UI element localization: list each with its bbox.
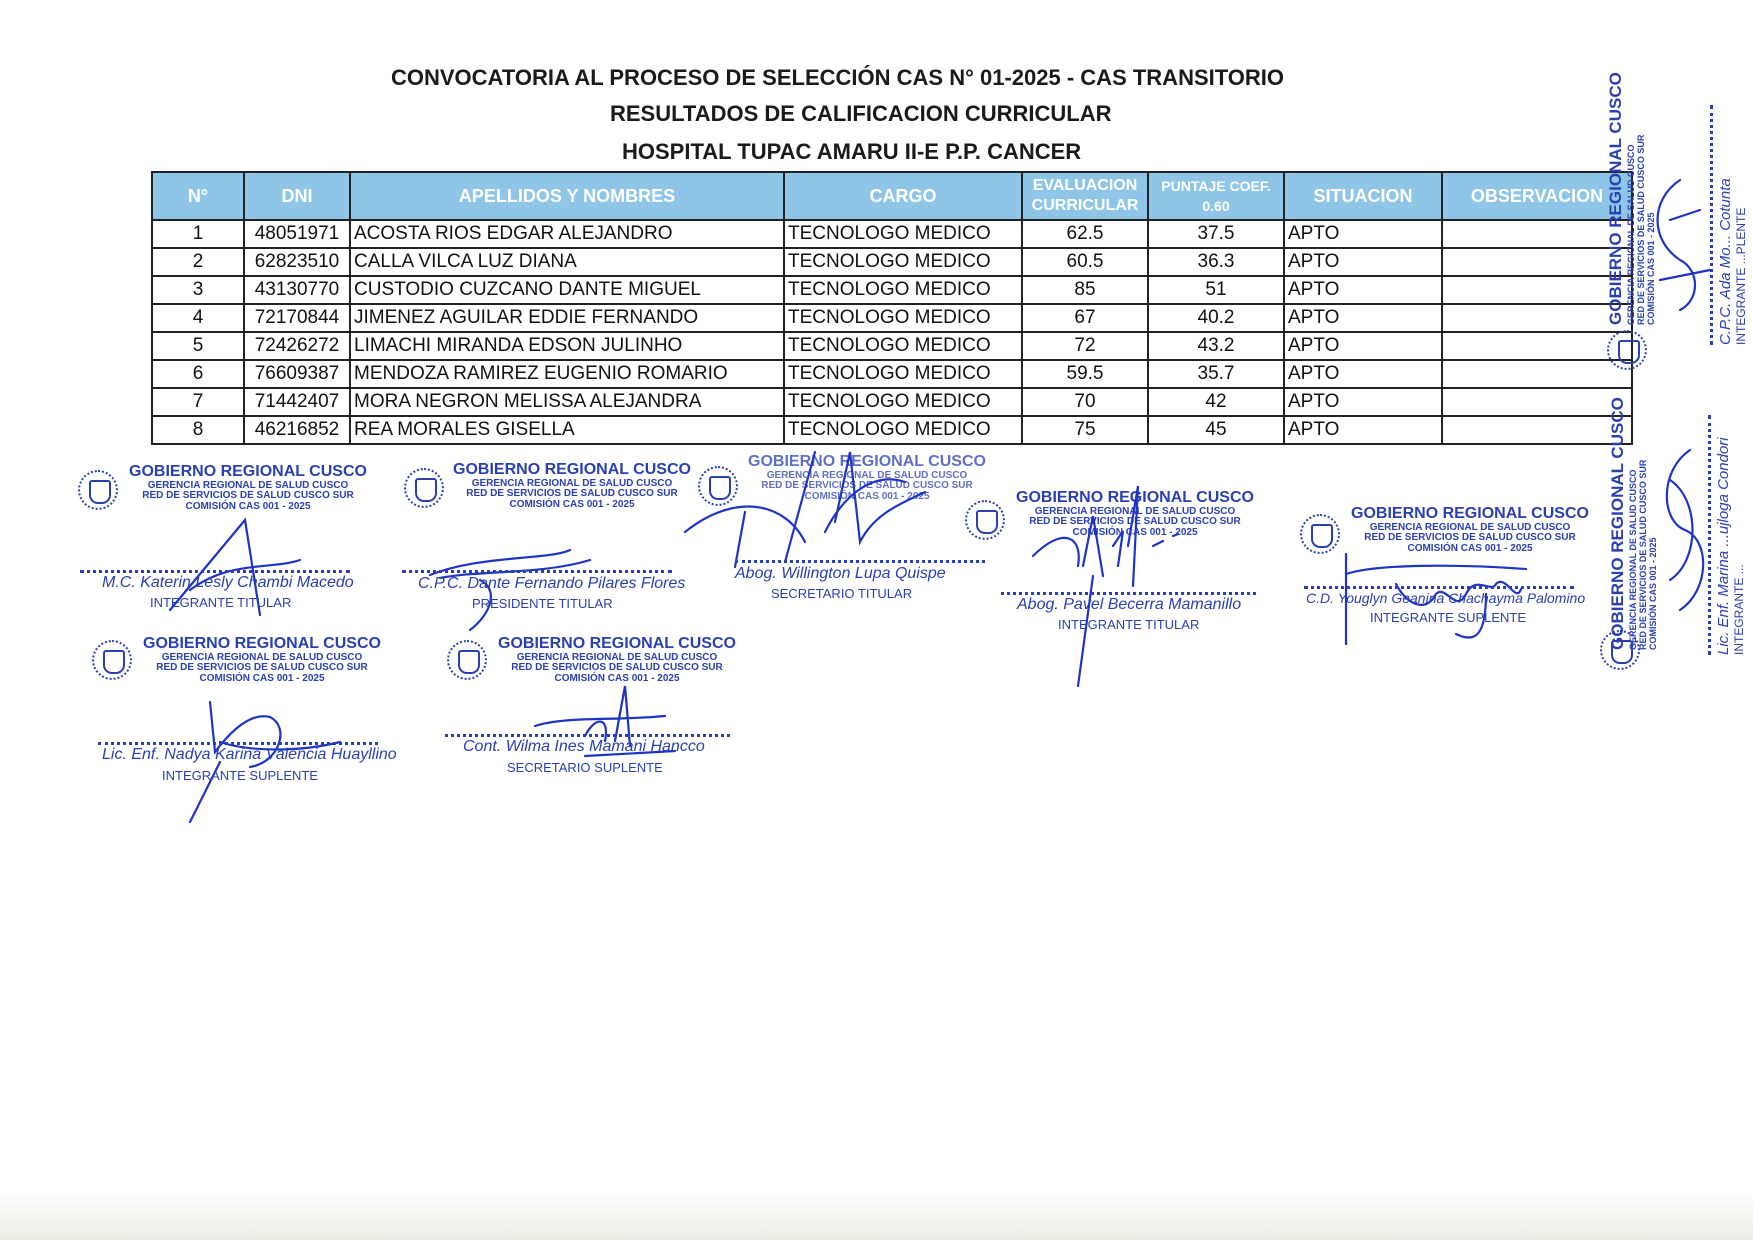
stamp-commission: COMISIÓN CAS 001 - 2025: [554, 672, 680, 684]
signature-line: [445, 734, 730, 737]
vertical-stamp-commission: COMISIÓN CAS 001 - 2025: [1648, 537, 1658, 650]
cell-eval: 72: [1022, 332, 1148, 360]
stamp-commission: COMISIÓN CAS 001 - 2025: [1072, 526, 1198, 538]
cell-names: JIMENEZ AGUILAR EDDIE FERNANDO: [350, 304, 784, 332]
vertical-stamp-net: RED DE SERVICIOS DE SALUD CUSCO SUR: [1638, 459, 1648, 650]
cell-eval: 67: [1022, 304, 1148, 332]
cell-puntaje: 40.2: [1148, 304, 1284, 332]
cell-names: REA MORALES GISELLA: [350, 416, 784, 444]
cell-num: 3: [152, 276, 244, 304]
signatory-role: SECRETARIO SUPLENTE: [507, 760, 663, 775]
cell-puntaje: 42: [1148, 388, 1284, 416]
vertical-signatory-name: Lic. Enf. Marina ...ujloga Condori: [1715, 437, 1732, 655]
cell-observacion: [1442, 388, 1632, 416]
stamp-net: RED DE SERVICIOS DE SALUD CUSCO SUR: [1364, 532, 1576, 544]
col-header-observacion: OBSERVACION: [1442, 172, 1632, 220]
table-header-row: [152, 172, 1632, 220]
cell-observacion: [1442, 360, 1632, 388]
stamp-org: GOBIERNO REGIONAL CUSCO: [453, 461, 691, 478]
emblem-icon: [1600, 630, 1640, 670]
cell-num: 5: [152, 332, 244, 360]
signature-line: [1304, 586, 1574, 589]
stamp-org: GOBIERNO REGIONAL CUSCO: [498, 635, 736, 652]
cell-dni: 71442407: [244, 388, 350, 416]
table-row: [152, 304, 1632, 332]
cell-observacion: [1442, 416, 1632, 444]
stamp-commission: COMISIÓN CAS 001 - 2025: [509, 498, 635, 510]
table-row: [152, 220, 1632, 248]
stamp-net: RED DE SERVICIOS DE SALUD CUSCO SUR: [1029, 516, 1241, 528]
cell-cargo: TECNOLOGO MEDICO: [784, 276, 1022, 304]
signatory-name: C.P.C. Dante Fernando Pilares Flores: [418, 575, 686, 592]
document-title: CONVOCATORIA AL PROCESO DE SELECCIÓN CAS N° 01-2025 - CAS TRANSITORIO: [391, 65, 1285, 90]
stamp-dept: GERENCIA REGIONAL DE SALUD CUSCO: [1034, 505, 1236, 517]
cell-dni: 62823510: [244, 248, 350, 276]
col-header-num: N°: [152, 172, 244, 220]
signature-block-5: [1296, 504, 1596, 674]
stamp-net: RED DE SERVICIOS DE SALUD CUSCO SUR: [761, 480, 973, 492]
cell-observacion: [1442, 332, 1632, 360]
stamp-org: GOBIERNO REGIONAL CUSCO: [1016, 489, 1254, 506]
col-header-puntaje-line1: PUNTAJE COEF.: [1161, 178, 1271, 194]
handwritten-signature: [1640, 160, 1720, 320]
cell-num: 8: [152, 416, 244, 444]
emblem-icon: [404, 468, 444, 508]
stamp-dept: GERENCIA REGIONAL DE SALUD CUSCO: [161, 651, 363, 663]
stamp-dept: GERENCIA REGIONAL DE SALUD CUSCO: [766, 469, 968, 481]
stamp-commission: COMISIÓN CAS 001 - 2025: [185, 500, 311, 512]
signatory-name: M.C. Katerin Lesly Chambi Macedo: [102, 574, 354, 591]
stamp-net: RED DE SERVICIOS DE SALUD CUSCO SUR: [156, 662, 368, 674]
cell-num: 6: [152, 360, 244, 388]
signature-block-2: [400, 462, 700, 612]
cell-cargo: TECNOLOGO MEDICO: [784, 304, 1022, 332]
cell-num: 1: [152, 220, 244, 248]
signatory-name: Abog. Pavel Becerra Mamanillo: [1017, 596, 1242, 613]
col-header-puntaje: [1148, 172, 1284, 220]
emblem-icon: [965, 500, 1005, 540]
stamp-org: GOBIERNO REGIONAL CUSCO: [748, 453, 986, 470]
cell-puntaje: 51: [1148, 276, 1284, 304]
signature-block-6: [90, 632, 397, 832]
cell-dni: 72426272: [244, 332, 350, 360]
cell-dni: 48051971: [244, 220, 350, 248]
cell-cargo: TECNOLOGO MEDICO: [784, 416, 1022, 444]
stamp-dept: GERENCIA REGIONAL DE SALUD CUSCO: [471, 477, 673, 489]
stamp-net: RED DE SERVICIOS DE SALUD CUSCO SUR: [466, 488, 678, 500]
table-row: [152, 276, 1632, 304]
col-header-situacion: SITUACION: [1284, 172, 1442, 220]
signature-line: [80, 570, 350, 573]
table-row: [152, 332, 1632, 360]
cell-dni: 46216852: [244, 416, 350, 444]
stamp-org: GOBIERNO REGIONAL CUSCO: [129, 463, 367, 480]
cell-names: MENDOZA RAMIREZ EUGENIO ROMARIO: [350, 360, 784, 388]
stamp-commission: COMISIÓN CAS 001 - 2025: [1407, 542, 1533, 554]
signature-block-7: [445, 636, 745, 806]
col-header-cargo: CARGO: [784, 172, 1022, 220]
emblem-icon: [1607, 330, 1647, 370]
cell-situacion: APTO: [1284, 248, 1442, 276]
cell-names: MORA NEGRON MELISSA ALEJANDRA: [350, 388, 784, 416]
commission-stamp: [128, 464, 368, 512]
cell-num: 2: [152, 248, 244, 276]
stamp-commission: COMISIÓN CAS 001 - 2025: [199, 672, 325, 684]
stamp-net: RED DE SERVICIOS DE SALUD CUSCO SUR: [511, 662, 723, 674]
cell-eval: 75: [1022, 416, 1148, 444]
vertical-signatory-role: INTEGRANTE ...: [1732, 564, 1746, 655]
col-header-eval-line1: EVALUACION: [1032, 177, 1138, 194]
cell-eval: 59.5: [1022, 360, 1148, 388]
signatory-role: SECRETARIO TITULAR: [771, 586, 913, 601]
col-header-dni: DNI: [244, 172, 350, 220]
cell-situacion: APTO: [1284, 220, 1442, 248]
cell-observacion: [1442, 220, 1632, 248]
signature-line: [735, 560, 985, 563]
cell-eval: 85: [1022, 276, 1148, 304]
vertical-signatory-role: INTEGRANTE ...PLENTE: [1734, 207, 1748, 345]
cell-num: 7: [152, 388, 244, 416]
cell-eval: 70: [1022, 388, 1148, 416]
cell-names: CALLA VILCA LUZ DIANA: [350, 248, 784, 276]
cell-puntaje: 43.2: [1148, 332, 1284, 360]
cell-situacion: APTO: [1284, 360, 1442, 388]
scan-edge-shadow: [0, 1190, 1753, 1240]
cell-observacion: [1442, 276, 1632, 304]
cell-eval: 62.5: [1022, 220, 1148, 248]
cell-situacion: APTO: [1284, 416, 1442, 444]
cell-situacion: APTO: [1284, 332, 1442, 360]
signature-block-3: [695, 452, 995, 612]
stamp-commission: COMISIÓN CAS 001 - 2025: [804, 490, 930, 502]
cell-observacion: [1442, 304, 1632, 332]
cell-observacion: [1442, 248, 1632, 276]
cell-puntaje: 36.3: [1148, 248, 1284, 276]
signatory-name: Abog. Willington Lupa Quispe: [735, 565, 946, 582]
signature-line: [1001, 592, 1256, 595]
signatory-role: PRESIDENTE TITULAR: [472, 596, 613, 611]
table-row: [152, 360, 1632, 388]
stamp-org: GOBIERNO REGIONAL CUSCO: [143, 635, 381, 652]
cell-names: ACOSTA RIOS EDGAR ALEJANDRO: [350, 220, 784, 248]
vertical-stamp-dept: GERENCIA REGIONAL DE SALUD CUSCO: [1628, 469, 1638, 650]
col-header-names: APELLIDOS Y NOMBRES: [350, 172, 784, 220]
hospital-name: HOSPITAL TUPAC AMARU II-E P.P. CANCER: [622, 139, 1082, 164]
vertical-signatory-name: C.P.C. Ada Mo... Cotunta: [1717, 178, 1734, 345]
vertical-stamp-commission: COMISIÓN CAS 001 - 2025: [1646, 212, 1656, 325]
emblem-icon: [92, 640, 132, 680]
signatory-name: Cont. Wilma Ines Mamani Hancco: [463, 738, 705, 755]
signature-block-4: [963, 488, 1263, 648]
cell-names: CUSTODIO CUZCANO DANTE MIGUEL: [350, 276, 784, 304]
col-header-eval: [1022, 172, 1148, 220]
signatory-name: C.D. Youglyn Geanina Chachayma Palomino: [1306, 590, 1586, 606]
stamp-dept: GERENCIA REGIONAL DE SALUD CUSCO: [516, 651, 718, 663]
vertical-stamp-org: GOBIERNO REGIONAL CUSCO: [1606, 72, 1625, 325]
commission-stamp: [452, 462, 692, 510]
cell-num: 4: [152, 304, 244, 332]
cell-cargo: TECNOLOGO MEDICO: [784, 332, 1022, 360]
document-subtitle: RESULTADOS DE CALIFICACION CURRICULAR: [610, 101, 1112, 126]
signature-line: [402, 570, 672, 573]
emblem-icon: [78, 470, 118, 510]
cell-cargo: TECNOLOGO MEDICO: [784, 220, 1022, 248]
cell-dni: 76609387: [244, 360, 350, 388]
stamp-dept: GERENCIA REGIONAL DE SALUD CUSCO: [147, 479, 349, 491]
cell-situacion: APTO: [1284, 388, 1442, 416]
cell-dni: 72170844: [244, 304, 350, 332]
cell-situacion: APTO: [1284, 304, 1442, 332]
signatory-role: INTEGRANTE SUPLENTE: [162, 768, 319, 783]
emblem-icon: [447, 640, 487, 680]
signature-block-1: [70, 462, 370, 612]
cell-eval: 60.5: [1022, 248, 1148, 276]
cell-dni: 43130770: [244, 276, 350, 304]
vertical-stamp-dept: GERENCIA REGIONAL DE SALUD CUSCO: [1626, 144, 1636, 325]
table-row: [152, 248, 1632, 276]
vertical-stamp-org: GOBIERNO REGIONAL CUSCO: [1608, 397, 1627, 650]
cell-puntaje: 35.7: [1148, 360, 1284, 388]
cell-cargo: TECNOLOGO MEDICO: [784, 360, 1022, 388]
cell-puntaje: 37.5: [1148, 220, 1284, 248]
vertical-stamp-net: RED DE SERVICIOS DE SALUD CUSCO SUR: [1636, 134, 1646, 325]
cell-cargo: TECNOLOGO MEDICO: [784, 388, 1022, 416]
signatory-role: INTEGRANTE TITULAR: [1058, 617, 1200, 632]
stamp-org: GOBIERNO REGIONAL CUSCO: [1351, 505, 1589, 522]
col-header-puntaje-line2: 0.60: [1202, 198, 1230, 214]
signature-line: [98, 742, 378, 745]
stamp-net: RED DE SERVICIOS DE SALUD CUSCO SUR: [142, 490, 354, 502]
cell-situacion: APTO: [1284, 276, 1442, 304]
handwritten-signature: [1640, 440, 1730, 640]
cell-cargo: TECNOLOGO MEDICO: [784, 248, 1022, 276]
signatory-role: INTEGRANTE SUPLENTE: [1370, 610, 1527, 625]
signatory-role: INTEGRANTE TITULAR: [150, 595, 292, 610]
cell-puntaje: 45: [1148, 416, 1284, 444]
stamp-dept: GERENCIA REGIONAL DE SALUD CUSCO: [1369, 521, 1571, 533]
col-header-eval-line2: CURRICULAR: [1031, 197, 1139, 214]
cell-names: LIMACHI MIRANDA EDSON JULINHO: [350, 332, 784, 360]
signatory-name: Lic. Enf. Nadya Karina Valencia Huayllino: [102, 746, 397, 763]
